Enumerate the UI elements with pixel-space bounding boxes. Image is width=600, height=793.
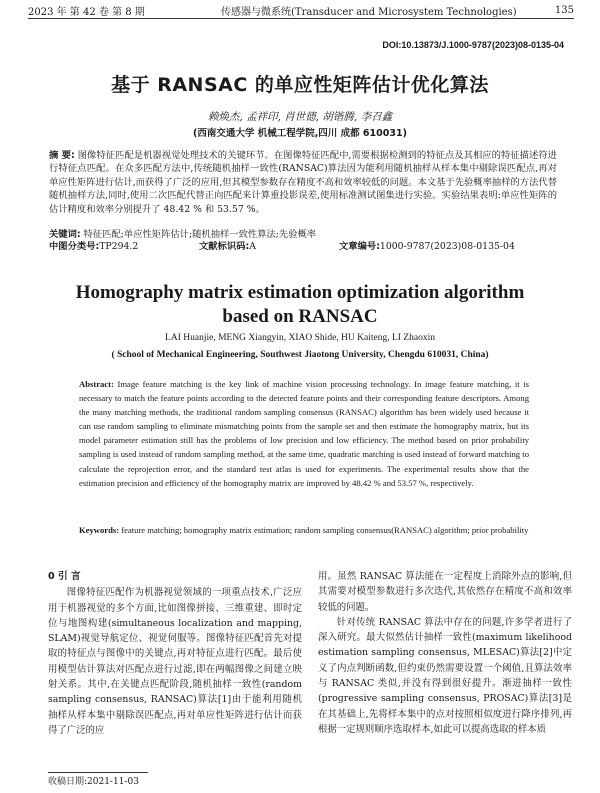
classification-line — [49, 240, 557, 253]
page-number: 135 — [554, 4, 574, 16]
chinese-keywords-text: 特征匹配;单应性矩阵估计;随机抽样一致性算法;先验概率 — [83, 229, 317, 240]
section-heading-introduction: 0 引 言 — [48, 571, 81, 582]
clc-label: 中图分类号: — [49, 241, 100, 252]
journal-name: 传感器与微系统(Transducer and Microsystem Technologies) — [221, 6, 517, 18]
english-keywords-text: feature matching; homography matrix estimation; random sampling consensus(RANSAC) algorithm; prior probability — [121, 525, 529, 535]
english-title-line-2: based on RANSAC — [222, 306, 378, 327]
english-keywords — [79, 523, 529, 537]
received-date-footnote: 收稿日期:2021-11-03 — [48, 777, 139, 787]
english-affiliation: ( School of Mechanical Engineering, Southwest Jiaotong University, Chengdu 610031, China) — [111, 350, 489, 360]
doc-code: A — [249, 241, 256, 252]
chinese-abstract-text: 图像特征匹配是机器视觉处理技术的关键环节。在图像特征匹配中,需要根据检测到的特征点及其相应的特征描述符进行特征点匹配。在众多匹配方法中,传统随机抽样一致性(RANSAC)算法因为能利用随机抽样从样本集中剔除误匹配点,再对单应性矩阵进行估计,而获得了广泛的应用,但其模型参数存在精度不高和效率较低的问题。本文基于先验概率抽样的方法代替随机抽样方法,同时,使用二次匹配代替正向匹配来计算重投影误差,使用标准测试图集进行实验。实验结果表明:单应性矩阵的估计精度和效率分别提升了 48.42 % 和 53.57 %。 — [49, 150, 557, 215]
body-paragraph: 图像特征匹配作为机器视觉领域的一项重点技术,广泛应用于机器视觉的多个方面,比如图像拼接、三维重建、即时定位与地图构建(simultaneous localization and mapping, SLAM)视觉导航定位、视觉伺服等。图像特征匹配首先对提取的特征点与图像中的关键点,再对特征点进行匹配。最后使用模型估计算法对匹配点进行过滤,即在两幅图像之间建立映射关系。其中,在关键点匹配阶段,随机抽样一致性(random sampling consensus, RANSAC)算法[1]由于能利用随机抽样从样本集中剔除误匹配点,再对单应性矩阵进行估计而获得了广泛的应 — [48, 587, 302, 736]
english-title — [0, 281, 600, 329]
body-right-column — [318, 569, 572, 737]
chinese-abstract — [49, 149, 557, 216]
chinese-affiliation: (西南交通大学 机械工程学院,四川 成都 610031) — [193, 128, 407, 139]
header-rule — [28, 18, 574, 19]
body-paragraph: 用。虽然 RANSAC 算法能在一定程度上消除外点的影响,但其需要对模型参数进行多次迭代,其依然存在精度不高和效率较低的问题。 — [318, 571, 572, 613]
english-abstract — [79, 377, 529, 490]
running-header — [28, 3, 574, 17]
article-number: 1000-9787(2023)08-0135-04 — [379, 241, 515, 252]
clc-code: TP294.2 — [99, 241, 139, 252]
doi: DOI:10.13873/J.1000-9787(2023)08-0135-04 — [382, 40, 564, 50]
english-title-line-1: Homography matrix estimation optimization algorithm — [75, 282, 525, 303]
english-abstract-text: Image feature matching is the key link of machine vision processing technology. In image feature matching, it is necessary to match the feature points according to the detected feature points and their corresponding feature descriptors. Among the many matching methods, the traditional random sampling consensus (RANSAC) algorithm has been widely used because it can use random sampling to eliminate mismatching points from the sample set and then estimate the homography matrix, but its model parameter estimation still has the problems of low precision and low efficiency. The method based on prior probability sampling is used instead of random sampling method, at the same time, quadratic matching is used instead of forward matching to calculate the reprojection error, and the standard test atlas is used for experiments. The experimental results show that the estimation precision and efficiency of the homography matrix are improved by 48.42 % and 53.57 %, respectively. — [79, 379, 529, 488]
chinese-abstract-label: 摘 要: — [49, 150, 75, 161]
body-left-column — [48, 569, 302, 738]
english-abstract-label: Abstract: — [79, 379, 114, 389]
journal-issue: 2023 年 第 42 卷 第 8 期 — [28, 6, 145, 18]
chinese-authors: 赖焕杰, 孟祥印, 肖世德, 胡锴腾, 李召鑫 — [207, 111, 393, 123]
article-number-label: 文章编号: — [339, 241, 380, 252]
body-paragraph: 针对传统 RANSAC 算法中存在的问题,许多学者进行了深入研究。最大似然估计抽样一致性(maximum likelihood estimation sampling consensus, MLESAC)算法[2]中定义了内点判断函数,但约束仍然需要设置一个阈值,且算法效率与 RANSAC 类似,并没有得到很好提升。渐进抽样一致性(progressive sampling consensus, PROSAC)算法[3]是在其基础上,先将样本集中的点对按照相似度进行降序排列,再根据一定规则顺序选取样本,如此可以提高选取的样本质 — [318, 616, 572, 735]
footnote-rule — [48, 772, 148, 773]
doc-code-label: 文献标识码: — [199, 241, 250, 252]
english-keywords-label: Keywords: — [79, 525, 120, 535]
chinese-title: 基于 RANSAC 的单应性矩阵估计优化算法 — [111, 74, 489, 96]
english-authors: LAI Huanjie, MENG Xiangyin, XIAO Shide, HU Kaiteng, LI Zhaoxin — [165, 333, 435, 343]
chinese-keywords-label: 关键词: — [49, 229, 81, 240]
